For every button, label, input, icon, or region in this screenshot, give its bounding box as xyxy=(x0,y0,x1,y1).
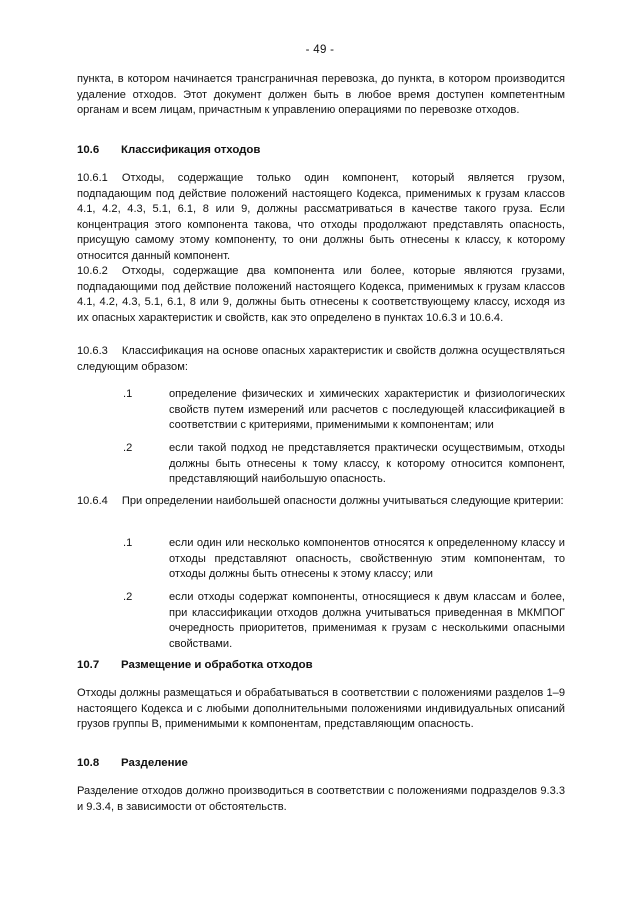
paragraph-text: При определении наибольшей опасности должны учитываться следующие критерии: xyxy=(121,495,564,507)
section-number: 10.8 xyxy=(77,757,100,769)
list-item-text: если отходы содержат компоненты, относящиеся к двум классам и более, при классификации отходов должна учитываться приведенная в МКМПОГ очередность приоритетов, применимая к грузам с несколькими опасными свойствами. xyxy=(169,591,565,650)
paragraph-number: 10.6.2 xyxy=(77,265,108,277)
section-10-8-text: Разделение отходов должно производиться в соответствии с положениями подразделов 9.3.3 и 9.3.4, в зависимости от обстоятельств. xyxy=(77,785,565,813)
section-number: 10.6 xyxy=(77,144,100,156)
paragraph-10-6-1 xyxy=(77,171,565,265)
paragraph-number: 10.6.4 xyxy=(77,495,108,507)
section-title: Классификация отходов xyxy=(121,144,261,156)
paragraph-10-6-3 xyxy=(77,344,565,375)
section-number: 10.7 xyxy=(77,659,100,671)
list-marker: .1 xyxy=(123,388,133,400)
section-10-8-heading xyxy=(77,756,565,771)
paragraph-10-6-2 xyxy=(77,264,565,326)
paragraph-number: 10.6.3 xyxy=(77,345,108,357)
list-marker: .2 xyxy=(123,591,133,603)
section-10-6-heading xyxy=(77,143,565,158)
paragraph-text: Классификация на основе опасных характеристик и свойств должна осуществляться следующим образом: xyxy=(77,345,565,373)
section-10-7-text: Отходы должны размещаться и обрабатываться в соответствии с положениями разделов 1–9 настоящего Кодекса и с любыми дополнительными положениями индивидуальных описаний грузов группы B, применимыми к компонентам, представляющим опасность. xyxy=(77,687,565,731)
paragraph-10-6-4 xyxy=(77,494,565,510)
list-marker: .1 xyxy=(123,537,133,549)
intro-paragraph: пункта, в котором начинается трансграничная перевозка, до пункта, в котором производится удаление отходов. Этот документ должен быть в любое время доступен компетентным органам и всем лицам, причастным к управлению операциями по перевозке отходов. xyxy=(77,73,565,117)
page-number: - 49 - xyxy=(305,44,335,56)
section-title: Разделение xyxy=(121,757,188,769)
list-item-text: если такой подход не представляется практически осуществимым, отходы должны быть отнесены к тому классу, к которому относится компонент, представляющий наибольшую опасность. xyxy=(169,442,565,486)
paragraph-number: 10.6.1 xyxy=(77,172,108,184)
paragraph-text: Отходы, содержащие два компонента или более, которые являются грузами, подпадающими под действие положений настоящего Кодекса, применимых к грузам классов 4.1, 4.2, 4.3, 5.1, 6.1, 8 или 9, должны быть отнесены к соответствующему классу, исходя из их опасных характеристик и свойств, как это определено в пунктах 10.6.3 и 10.6.4. xyxy=(77,265,565,324)
list-item-text: определение физических и химических характеристик и физиологических свойств путем измерений или расчетов с последующей классификацией в соответствии с критериями, применимыми к компонентам; или xyxy=(169,388,565,432)
list-marker: .2 xyxy=(123,442,133,454)
list-item-text: если один или несколько компонентов относятся к определенному классу и отходы представляют опасность, свойственную этим компонентам, то отходы должны быть отнесены к этому классу; или xyxy=(169,537,565,581)
section-10-7-heading xyxy=(77,658,565,673)
paragraph-text: Отходы, содержащие только один компонент, который является грузом, подпадающим под действие положений настоящего Кодекса, применимых к грузам классов 4.1, 4.2, 4.3, 5.1, 6.1, 8 или 9, должны рассматриваться в качестве такого груза. Если концентрация этого компонента такова, что отходы продолжают представлять опасность, присущую самому этому компоненту, то они должны быть отнесены к классу, к которому относится данный компонент. xyxy=(77,172,565,262)
section-title: Размещение и обработка отходов xyxy=(121,659,313,671)
